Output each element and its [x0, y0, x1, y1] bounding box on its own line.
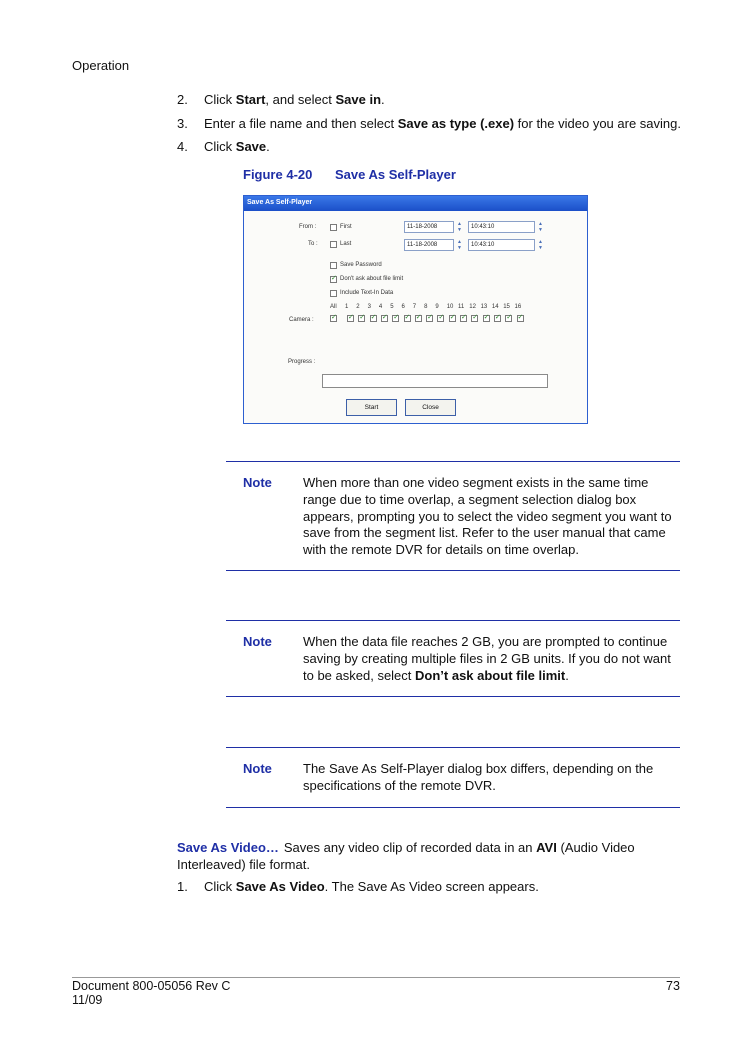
dialog-title: Save As Self-Player: [244, 196, 587, 211]
to-time-spinner[interactable]: ▲ ▼: [538, 239, 543, 251]
camera-2-checkbox[interactable]: [358, 315, 365, 322]
note-1-top-rule: [226, 461, 680, 462]
to-label: To :: [308, 241, 318, 247]
figure-caption: [243, 167, 456, 182]
camera-8-checkbox[interactable]: [426, 315, 433, 322]
camera-number-label: 7: [412, 304, 417, 310]
camera-5-checkbox[interactable]: [392, 315, 399, 322]
camera-number-label: 4: [378, 304, 383, 310]
camera-7-checkbox[interactable]: [415, 315, 422, 322]
camera-number-label: 9: [435, 304, 439, 310]
camera-14-checkbox[interactable]: [494, 315, 501, 322]
note-3-label: Note: [243, 761, 272, 776]
note-1-label: Note: [243, 475, 272, 490]
from-date-field[interactable]: 11-18-2008: [404, 221, 454, 233]
camera-number-label: 1: [345, 304, 349, 310]
camera-4-checkbox[interactable]: [381, 315, 388, 322]
camera-10-checkbox[interactable]: [449, 315, 456, 322]
camera-label: Camera :: [289, 317, 314, 323]
camera-number-label: 15: [503, 304, 510, 310]
all-label: All: [330, 304, 337, 310]
save-password-checkbox[interactable]: [330, 262, 337, 269]
save-as-video-term: Save As Video…: [177, 840, 279, 855]
note-3-text: The Save As Self-Player dialog box differs, depending on the specifications of the remote DVR.: [303, 761, 654, 793]
camera-number-label: 5: [390, 304, 394, 310]
last-label: Last: [340, 241, 352, 247]
save-password-label: Save Password: [340, 262, 382, 268]
footer-rule: [72, 977, 680, 978]
camera-number-label: 2: [356, 304, 360, 310]
note-3-bottom-rule: [226, 807, 680, 808]
camera-15-checkbox[interactable]: [505, 315, 512, 322]
camera-1-checkbox[interactable]: [347, 315, 354, 322]
camera-12-checkbox[interactable]: [471, 315, 478, 322]
camera-number-label: 13: [480, 304, 488, 310]
dont-ask-label: Don't ask about file limit: [340, 276, 404, 282]
to-time-field[interactable]: 10:43:10: [468, 239, 535, 251]
save-as-video-paragraph: Save As Video… Saves any video clip of recorded data in an AVI (Audio Video Interleaved) file format.: [177, 840, 635, 872]
dont-ask-checkbox[interactable]: [330, 276, 337, 283]
camera-number-label: 14: [491, 304, 499, 310]
save-as-self-player-dialog: [243, 195, 588, 424]
progress-bar: [322, 374, 548, 388]
from-time-spinner[interactable]: ▲ ▼: [538, 221, 543, 233]
note-1-text: When more than one video segment exists in the same time range due to time overlap, a segment selection dialog box appears, prompting you to select the video segment you want to save from the segment list. Refer to the user manual that came with the remote DVR for details on time overlap.: [303, 475, 672, 558]
camera-number-label: 3: [367, 304, 371, 310]
step-3: 3. Enter a file name and then select Save as type (.exe) for the video you are saving.: [177, 116, 681, 131]
last-checkbox[interactable]: [330, 241, 337, 248]
to-date-field[interactable]: 11-18-2008: [404, 239, 454, 251]
note-2-top-rule: [226, 620, 680, 621]
camera-number-label: 8: [424, 304, 428, 310]
note-2-text: When the data file reaches 2 GB, you are prompted to continue saving by creating multiple files in 2 GB units. If you do not want to be asked, select Don’t ask about file limit.: [303, 634, 671, 683]
running-header: Operation: [72, 58, 130, 73]
camera-number-label: 11: [458, 304, 465, 310]
start-button[interactable]: Start: [346, 399, 397, 416]
camera-all-checkbox[interactable]: [330, 315, 337, 322]
include-text-checkbox[interactable]: [330, 290, 337, 297]
camera-number-label: 16: [514, 304, 522, 310]
note-2-label: Note: [243, 634, 272, 649]
note-2-bottom-rule: [226, 696, 680, 697]
camera-6-checkbox[interactable]: [404, 315, 411, 322]
camera-9-checkbox[interactable]: [437, 315, 444, 322]
figure-title: Save As Self-Player: [335, 167, 456, 182]
footer-doc: [72, 979, 230, 1007]
step-4: 4. Click Save.: [177, 139, 270, 154]
to-date-spinner[interactable]: ▲ ▼: [457, 239, 462, 251]
document-number: Document 800-05056 Rev C: [72, 979, 231, 993]
page-number: 73: [666, 979, 680, 993]
note-1-bottom-rule: [226, 570, 680, 571]
from-time-field[interactable]: 10:43:10: [468, 221, 535, 233]
first-label: First: [340, 224, 352, 230]
progress-label: Progress :: [288, 359, 316, 365]
figure-label: Figure 4-20: [243, 167, 313, 182]
include-text-label: Include Text-In Data: [340, 290, 394, 296]
step-save-as-video: 1. Click Save As Video. The Save As Video screen appears.: [177, 879, 539, 894]
from-label: From :: [299, 224, 317, 230]
first-checkbox[interactable]: [330, 224, 337, 231]
note-3-top-rule: [226, 747, 680, 748]
camera-13-checkbox[interactable]: [483, 315, 490, 322]
camera-11-checkbox[interactable]: [460, 315, 467, 322]
step-2: 2. Click Start, and select Save in.: [177, 92, 385, 107]
camera-number-label: 10: [446, 304, 454, 310]
camera-16-checkbox[interactable]: [517, 315, 524, 322]
camera-number-label: 6: [401, 304, 405, 310]
camera-number-label: 12: [469, 304, 476, 310]
close-button[interactable]: Close: [405, 399, 456, 416]
from-date-spinner[interactable]: ▲ ▼: [457, 221, 462, 233]
camera-3-checkbox[interactable]: [370, 315, 377, 322]
document-date: 11/09: [72, 993, 103, 1007]
dialog-body: [244, 211, 587, 423]
